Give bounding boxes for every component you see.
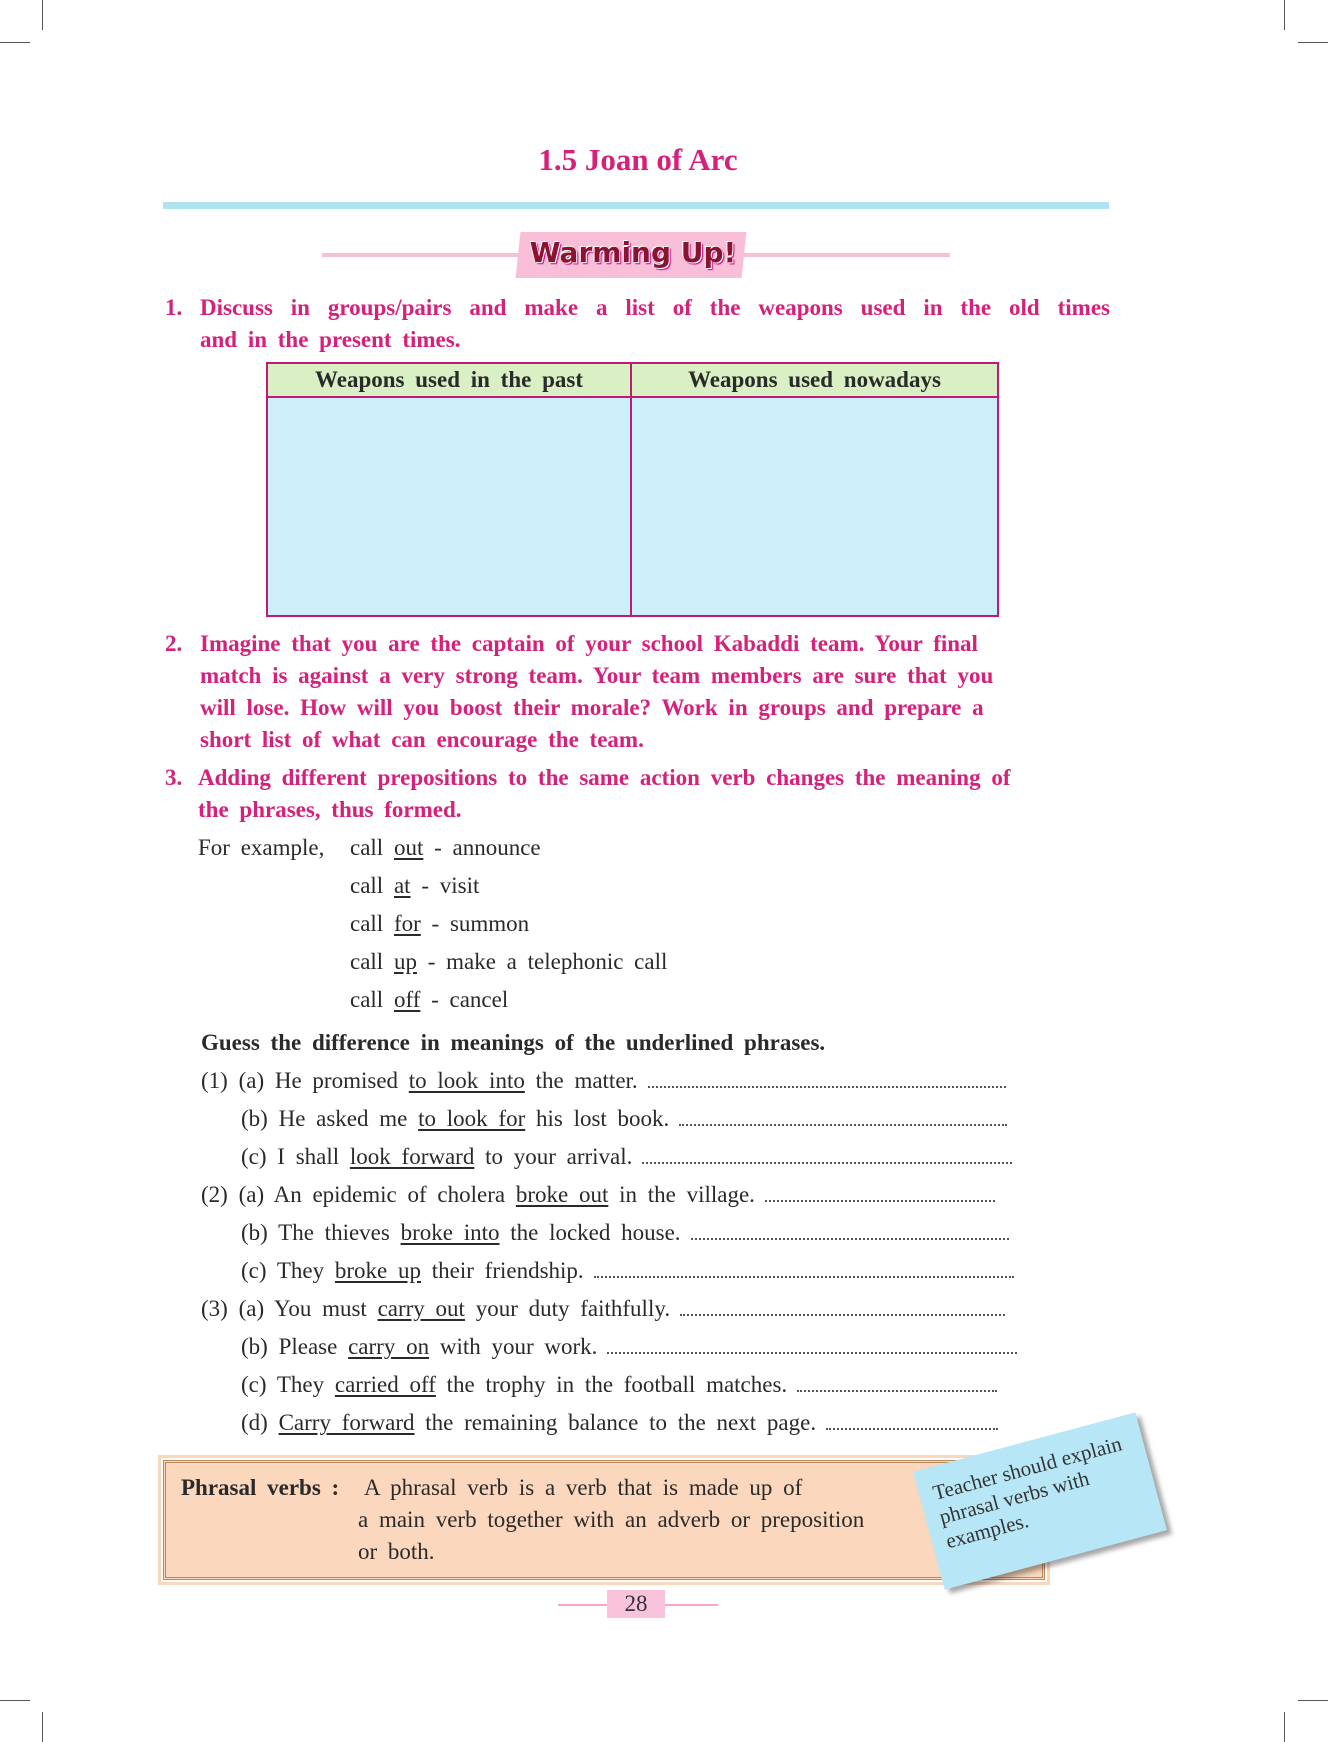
sentence-row: (c) They broke up their friendship. (241, 1255, 1014, 1287)
example-row: call out - announce (350, 835, 541, 860)
warming-up-line-left (322, 253, 532, 257)
sentence-row: (b) He asked me to look for his lost book. (241, 1103, 1007, 1135)
phrasal-verbs-line: A phrasal verb is a verb that is made up of (364, 1475, 803, 1500)
crop-mark (0, 1700, 30, 1701)
teacher-note: Teacher should explain phrasal verbs with examples. (913, 1412, 1167, 1589)
crop-mark (1298, 42, 1328, 43)
crop-mark (0, 42, 30, 43)
question-2 (165, 628, 1080, 756)
sentence-row: (b) The thieves broke into the locked house. (241, 1217, 1009, 1249)
answer-blank[interactable] (642, 1144, 1012, 1164)
example-row: call off - cancel (350, 987, 509, 1012)
phrasal-verbs-line: or both. (358, 1539, 435, 1564)
crop-mark (42, 0, 43, 30)
sentence-row: (c) I shall look forward to your arrival. (241, 1141, 1012, 1173)
title-rule (163, 202, 1109, 209)
weapons-table (266, 362, 999, 617)
sentence-row: (d) Carry forward the remaining balance to the next page. (241, 1407, 998, 1439)
question-number: 1. (165, 295, 183, 320)
question-number: 3. (165, 765, 183, 790)
example-row: call at - visit (350, 873, 480, 898)
question-1 (165, 292, 1110, 356)
question-2-line: match is against a very strong team. Your team members are sure that you (200, 663, 994, 688)
question-1-line: and in the present times. (200, 327, 461, 352)
answer-blank[interactable] (797, 1372, 997, 1392)
question-2-line: short list of what can encourage the team. (200, 727, 644, 752)
answer-blank[interactable] (607, 1334, 1017, 1354)
crop-mark (42, 1712, 43, 1742)
answer-blank[interactable] (680, 1296, 1005, 1316)
phrasal-verbs-line: a main verb together with an adverb or preposition (358, 1507, 865, 1532)
sentence-row: (1) (a) He promised to look into the matter. (201, 1065, 1006, 1097)
example-row: call for - summon (350, 911, 530, 936)
table-header-nowadays: Weapons used nowadays (631, 363, 998, 397)
answer-blank[interactable] (691, 1220, 1009, 1240)
phrasal-verbs-label: Phrasal verbs : (181, 1475, 340, 1500)
answer-blank[interactable] (594, 1258, 1014, 1278)
page-number: 28 (624, 1591, 648, 1616)
question-2-line: Imagine that you are the captain of your school Kabaddi team. Your final (200, 631, 978, 656)
sentence-row: (b) Please carry on with your work. (241, 1331, 1017, 1363)
crop-mark (1284, 1712, 1285, 1742)
answer-blank[interactable] (826, 1410, 998, 1430)
sentence-row: (2) (a) An epidemic of cholera broke out in the village. (201, 1179, 995, 1211)
table-cell-past[interactable] (267, 397, 631, 616)
table-cell-nowadays[interactable] (631, 397, 998, 616)
page-title: 1.5 Joan of Arc (538, 142, 738, 177)
crop-mark (1298, 1700, 1328, 1701)
example-row: call up - make a telephonic call (350, 949, 668, 974)
question-3 (165, 762, 1095, 826)
question-3-line: the phrases, thus formed. (198, 797, 462, 822)
warming-up-heading: Warming Up! (529, 236, 737, 269)
sentence-row: (3) (a) You must carry out your duty faithfully. (201, 1293, 1005, 1325)
answer-blank[interactable] (648, 1068, 1006, 1088)
answer-blank[interactable] (679, 1106, 1007, 1126)
answer-blank[interactable] (765, 1182, 995, 1202)
table-header-past: Weapons used in the past (267, 363, 631, 397)
question-3-line: Adding different prepositions to the same action verb changes the meaning of (198, 765, 1011, 790)
question-number: 2. (165, 631, 183, 656)
guess-heading: Guess the difference in meanings of the underlined phrases. (201, 1030, 826, 1055)
example-intro: For example, (198, 835, 325, 860)
sentence-row: (c) They carried off the trophy in the football matches. (241, 1369, 997, 1401)
crop-mark (1284, 0, 1285, 30)
question-2-line: will lose. How will you boost their morale? Work in groups and prepare a (200, 695, 984, 720)
question-1-line: Discuss in groups/pairs and make a list of the weapons used in the old times (200, 295, 1110, 320)
warming-up-line-right (735, 253, 950, 257)
